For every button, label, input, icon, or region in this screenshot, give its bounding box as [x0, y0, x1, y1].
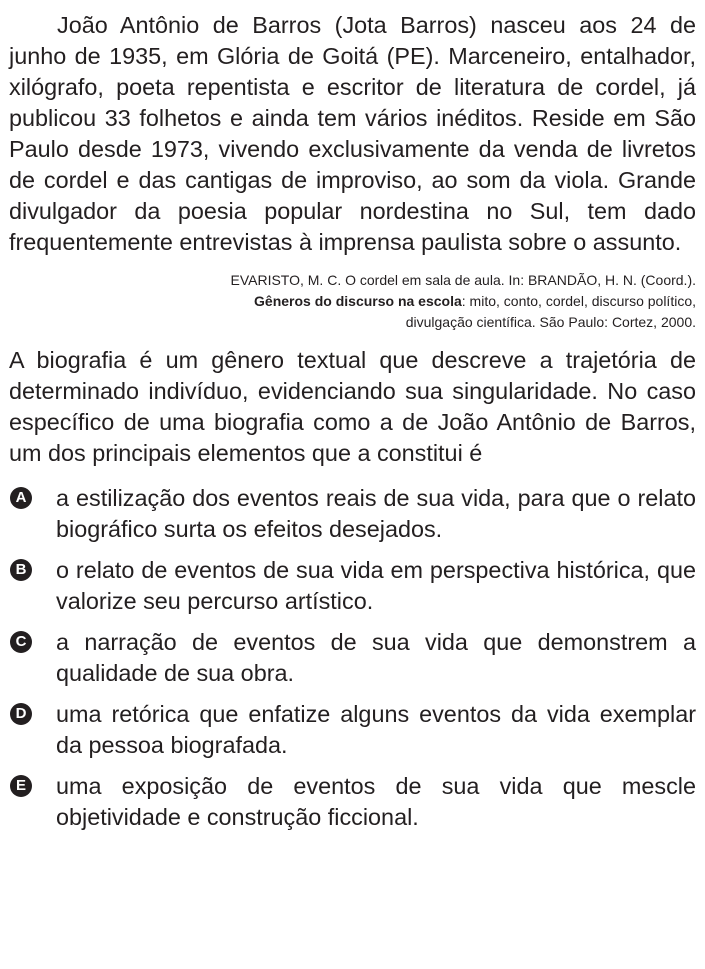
option-a[interactable]	[9, 483, 696, 545]
option-a-text: a estilização dos eventos reais de sua vida, para que o relato biográfico surta os efeitos desejados.	[56, 485, 696, 542]
option-b-letter-badge: B	[10, 559, 32, 581]
answer-options	[9, 483, 696, 833]
option-d-letter-badge: D	[10, 703, 32, 725]
option-c-letter-badge: C	[10, 631, 32, 653]
option-a-letter-badge: A	[10, 487, 32, 509]
citation-line-2	[9, 291, 696, 312]
citation-book-title: Gêneros do discurso na escola	[254, 293, 462, 309]
option-b[interactable]	[9, 555, 696, 617]
option-e-text: uma exposição de eventos de sua vida que mescle objetividade e construção ficcional.	[56, 773, 696, 830]
citation-line-1: EVARISTO, M. C. O cordel em sala de aula. In: BRANDÃO, H. N. (Coord.).	[230, 272, 696, 288]
option-c-text: a narração de eventos de sua vida que demonstrem a qualidade de sua obra.	[56, 629, 696, 686]
option-d[interactable]	[9, 699, 696, 761]
option-e-letter-badge: E	[10, 775, 32, 797]
option-b-text: o relato de eventos de sua vida em perspectiva histórica, que valorize seu percurso artístico.	[56, 557, 696, 614]
citation-line-2-rest: : mito, conto, cordel, discurso político,	[461, 293, 696, 309]
option-d-text: uma retórica que enfatize alguns eventos da vida exemplar da pessoa biografada.	[56, 701, 696, 758]
source-citation	[9, 270, 696, 333]
option-e[interactable]	[9, 771, 696, 833]
citation-line-3: divulgação científica. São Paulo: Cortez, 2000.	[405, 314, 696, 330]
option-c[interactable]	[9, 627, 696, 689]
question-stem: A biografia é um gênero textual que descreve a trajetória de determinado indivíduo, evidenciando sua singularidade. No caso específico de uma biografia como a de João Antônio de Barros, um dos principais elementos que a constitui é	[9, 347, 696, 466]
biography-passage: João Antônio de Barros (Jota Barros) nasceu aos 24 de junho de 1935, em Glória de Goitá (PE). Marceneiro, entalhador, xilógrafo, poeta repentista e escritor de literatura de cordel, já publicou 33 folhetos e ainda tem vários inéditos. Reside em São Paulo desde 1973, vivendo exclusivamente da venda de livretos de cordel e das cantigas de improviso, ao som da viola. Grande divulgador da poesia popular nordestina no Sul, tem dado frequentemente entrevistas à imprensa paulista sobre o assunto.	[9, 12, 696, 255]
